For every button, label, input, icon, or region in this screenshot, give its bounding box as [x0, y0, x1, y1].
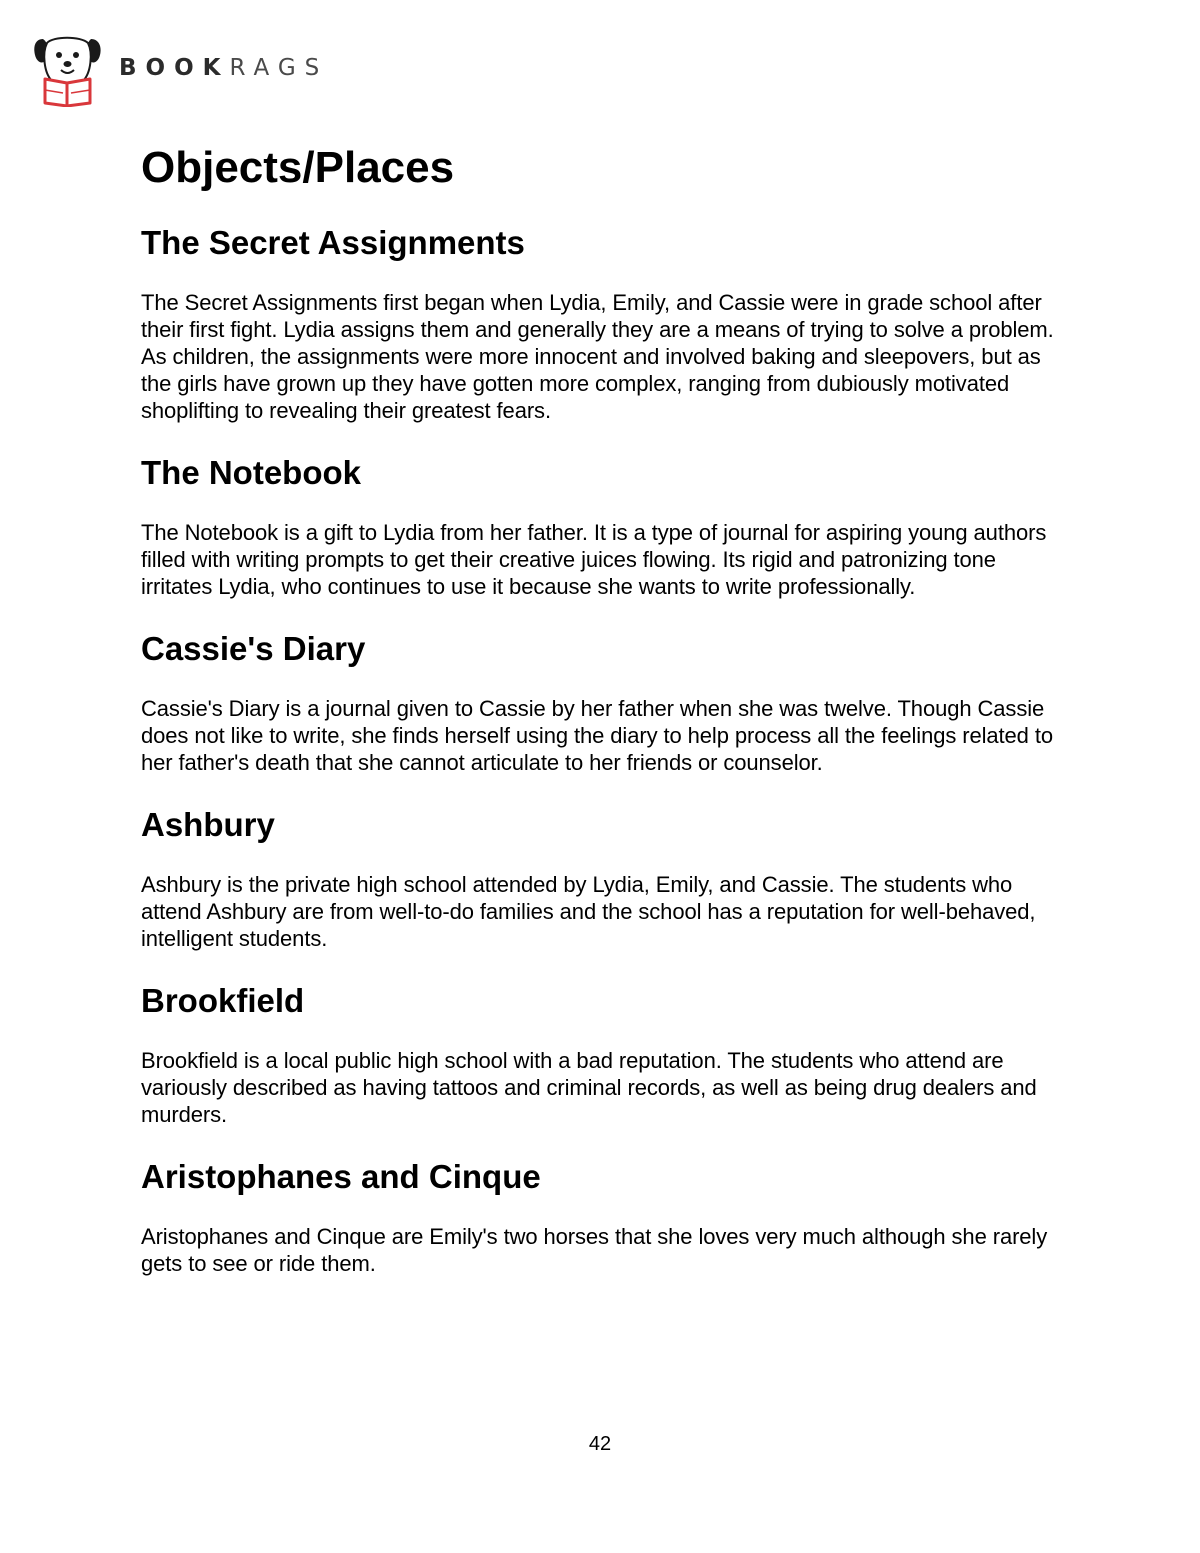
section-body: Brookfield is a local public high school with a bad reputation. The students who attend are variously described as having tattoos and criminal records, as well as being drug dealers and murders.	[141, 1048, 1037, 1127]
section-heading: Ashbury	[141, 806, 275, 843]
wordmark-light: RAGS	[229, 55, 329, 81]
section-heading: Brookfield	[141, 982, 305, 1019]
bookrags-wordmark	[119, 55, 328, 81]
section-secret-assignments	[141, 223, 1071, 424]
section-heading: Aristophanes and Cinque	[141, 1158, 541, 1195]
section-notebook	[141, 453, 1071, 600]
page-title: Objects/Places	[141, 143, 455, 192]
section-brookfield	[141, 981, 1071, 1128]
section-body: The Notebook is a gift to Lydia from her father. It is a type of journal for aspiring young authors filled with writing prompts to get their creative juices flowing. Its rigid and patronizing tone irritates Lydia, who continues to use it because she wants to write professionally.	[141, 520, 1047, 599]
section-heading: The Secret Assignments	[141, 224, 525, 261]
section-heading: Cassie's Diary	[141, 630, 366, 667]
section-ashbury	[141, 805, 1071, 952]
section-body: Ashbury is the private high school attended by Lydia, Emily, and Cassie. The students who attend Ashbury are from well-to-do families and the school has a reputation for well-behaved, intelligent students.	[141, 872, 1036, 951]
page-number: 42	[588, 1433, 612, 1455]
bookrags-logo	[33, 33, 328, 107]
section-aristophanes-and-cinque	[141, 1157, 1071, 1277]
section-body: Cassie's Diary is a journal given to Cassie by her father when she was twelve. Though Cassie does not like to write, she finds herself using the diary to help process all the feelings related to her father's death that she cannot articulate to her friends or counselor.	[141, 696, 1053, 775]
dog-with-book-icon	[33, 33, 103, 107]
section-body: The Secret Assignments first began when Lydia, Emily, and Cassie were in grade school after their first fight. Lydia assigns them and generally they are a means of trying to solve a problem. As children, the assignments were more innocent and involved baking and sleepovers, but as the girls have grown up they have gotten more complex, ranging from dubiously motivated shoplifting to revealing their greatest fears.	[141, 290, 1054, 423]
section-cassies-diary	[141, 629, 1071, 776]
section-heading: The Notebook	[141, 454, 361, 491]
page-content	[141, 140, 1071, 1306]
wordmark-bold: BOOK	[119, 55, 230, 81]
section-body: Aristophanes and Cinque are Emily's two horses that she loves very much although she rarely gets to see or ride them.	[141, 1224, 1048, 1276]
